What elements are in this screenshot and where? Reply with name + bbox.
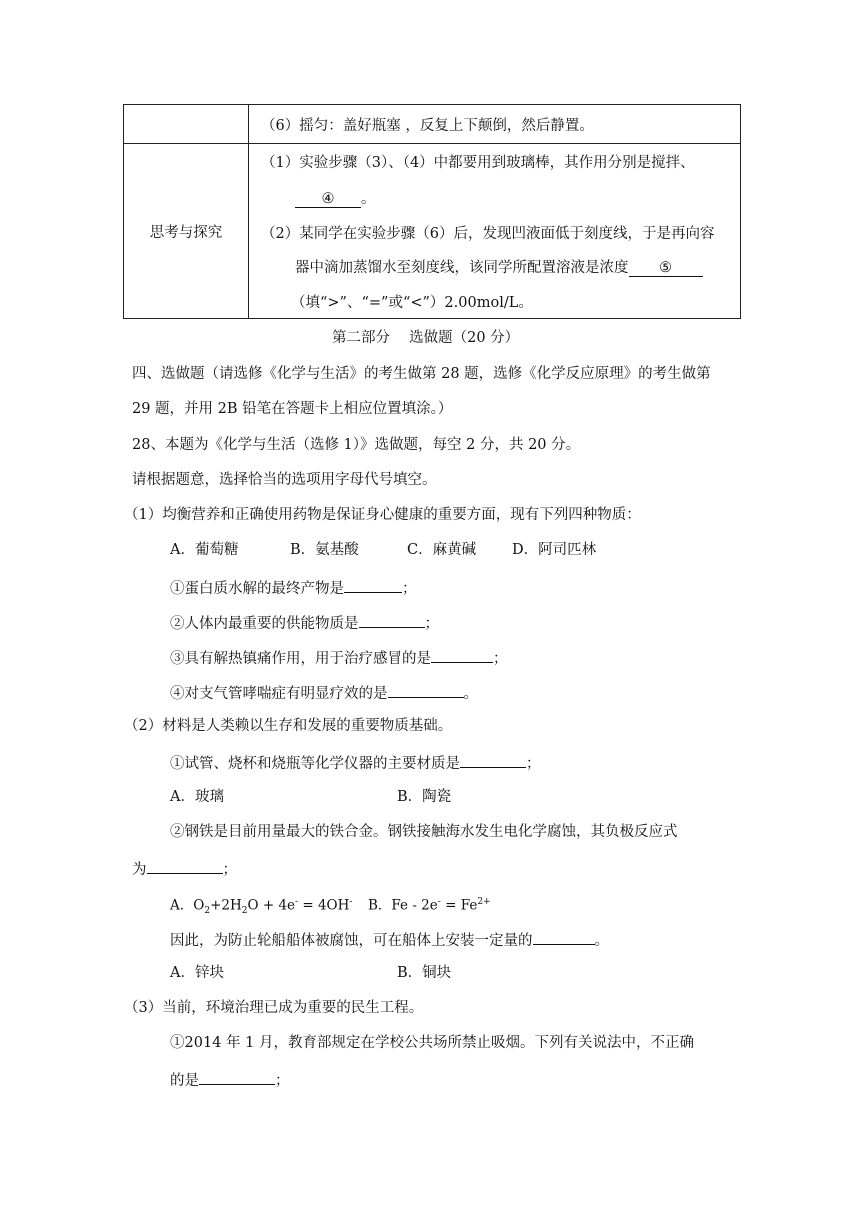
p2-q3-option-a: A．锌块 xyxy=(170,965,224,981)
p2-q2-line2: 为 ； xyxy=(132,857,237,880)
q2-line3: （填“>”、“=”或“<”）2.00mol/L。 xyxy=(291,295,533,311)
q1-line1: （1）实验步骤（3）、（4）中都要用到玻璃棒，其作用分别是搅拌、 xyxy=(261,155,695,171)
answer-blank[interactable] xyxy=(147,857,223,874)
p1-q2: ②人体内最重要的供能物质是 ； xyxy=(170,611,439,634)
answer-blank[interactable] xyxy=(344,576,402,593)
p1-stem: （1）均衡营养和正确使用药物是保证身心健康的重要方面，现有下列四种物质： xyxy=(124,507,641,523)
p3-q1-line1: ①2014 年 1 月，教育部规定在学校公共场所禁止吸烟。下列有关说法中，不正确 xyxy=(170,1035,694,1051)
p2-q1-option-b: B．陶瓷 xyxy=(397,789,452,805)
p2-q2-line1: ②钢铁是目前用量最大的铁合金。钢铁接触海水发生电化学腐蚀，其负极反应式 xyxy=(170,824,678,840)
p1-q3: ③具有解热镇痛作用，用于治疗感冒的是 ； xyxy=(170,646,508,669)
q1-line2: ④ 。 xyxy=(295,189,376,209)
p1-option-a: A．葡萄糖 xyxy=(170,542,239,558)
table-content-cell xyxy=(249,144,741,319)
table-label-cell xyxy=(124,105,249,144)
answer-blank[interactable] xyxy=(533,928,595,945)
p3-stem: （3）当前，环境治理已成为重要的民生工程。 xyxy=(124,1000,424,1016)
p2-q2-option-a: A．$O_2+2H_2O + 4e^- = 4OH^-$ xyxy=(170,897,353,917)
p1-q4: ④对支气管哮喘症有明显疗效的是 。 xyxy=(170,681,478,704)
section4-line1: 四、选做题（请选修《化学与生活》的考生做第 28 题，选修《化学反应原理》的考生做第 xyxy=(132,366,711,382)
step6-text: （6）摇匀：盖好瓶塞 ，反复上下颠倒，然后静置。 xyxy=(261,118,594,134)
p1-option-b: B．氨基酸 xyxy=(290,542,359,558)
p2-q2-option-b: B．$Fe - 2e^- = Fe^{2+}$ xyxy=(368,897,491,914)
answer-blank[interactable] xyxy=(431,646,493,663)
q28-intro: 28、本题为《化学与生活（选修 1）》选做题，每空 2 分，共 20 分。 xyxy=(132,437,581,453)
answer-blank[interactable] xyxy=(388,681,464,698)
p2-q3-option-b: B．铜块 xyxy=(397,965,452,981)
q28-instruction: 请根据题意，选择恰当的选项用字母代号填空。 xyxy=(132,472,437,488)
p1-q1: ①蛋白质水解的最终产物是 ； xyxy=(170,576,417,599)
p2-q1-option-a: A．玻璃 xyxy=(170,789,224,805)
table-content-cell xyxy=(249,105,741,144)
p2-stem: （2）材料是人类赖以生存和发展的重要物质基础。 xyxy=(124,718,453,734)
p1-option-c: C．麻黄碱 xyxy=(407,542,477,558)
experiment-table xyxy=(123,104,741,319)
p2-q1: ①试管、烧杯和烧瓶等化学仪器的主要材质是 ； xyxy=(170,751,541,774)
table-row xyxy=(124,144,741,319)
section4-line2: 29 题，并用 2B 铅笔在答题卡上相应位置填涂。） xyxy=(132,401,453,417)
p1-option-d: D．阿司匹林 xyxy=(512,542,597,558)
q2-line2: 器中滴加蒸馏水至刻度线，该同学所配置溶液是浓度 ⑤ xyxy=(295,258,703,278)
blank-5[interactable]: ⑤ xyxy=(629,260,703,277)
answer-blank[interactable] xyxy=(460,751,526,768)
p2-q3: 因此，为防止轮船船体被腐蚀，可在船体上安装一定量的 。 xyxy=(170,928,609,951)
blank-4[interactable]: ④ xyxy=(295,191,361,208)
part2-title: 第二部分 选做题（20 分） xyxy=(332,330,520,346)
answer-blank[interactable] xyxy=(199,1068,275,1085)
q2-line1: （2）某同学在实验步骤（6）后，发现凹液面低于刻度线，于是再向容 xyxy=(261,226,715,242)
table-row xyxy=(124,105,741,144)
answer-blank[interactable] xyxy=(359,611,425,628)
thinking-label: 思考与探究 xyxy=(149,224,223,241)
p3-q1-line2: 的是 ； xyxy=(170,1068,290,1091)
table-label-cell xyxy=(124,144,249,319)
